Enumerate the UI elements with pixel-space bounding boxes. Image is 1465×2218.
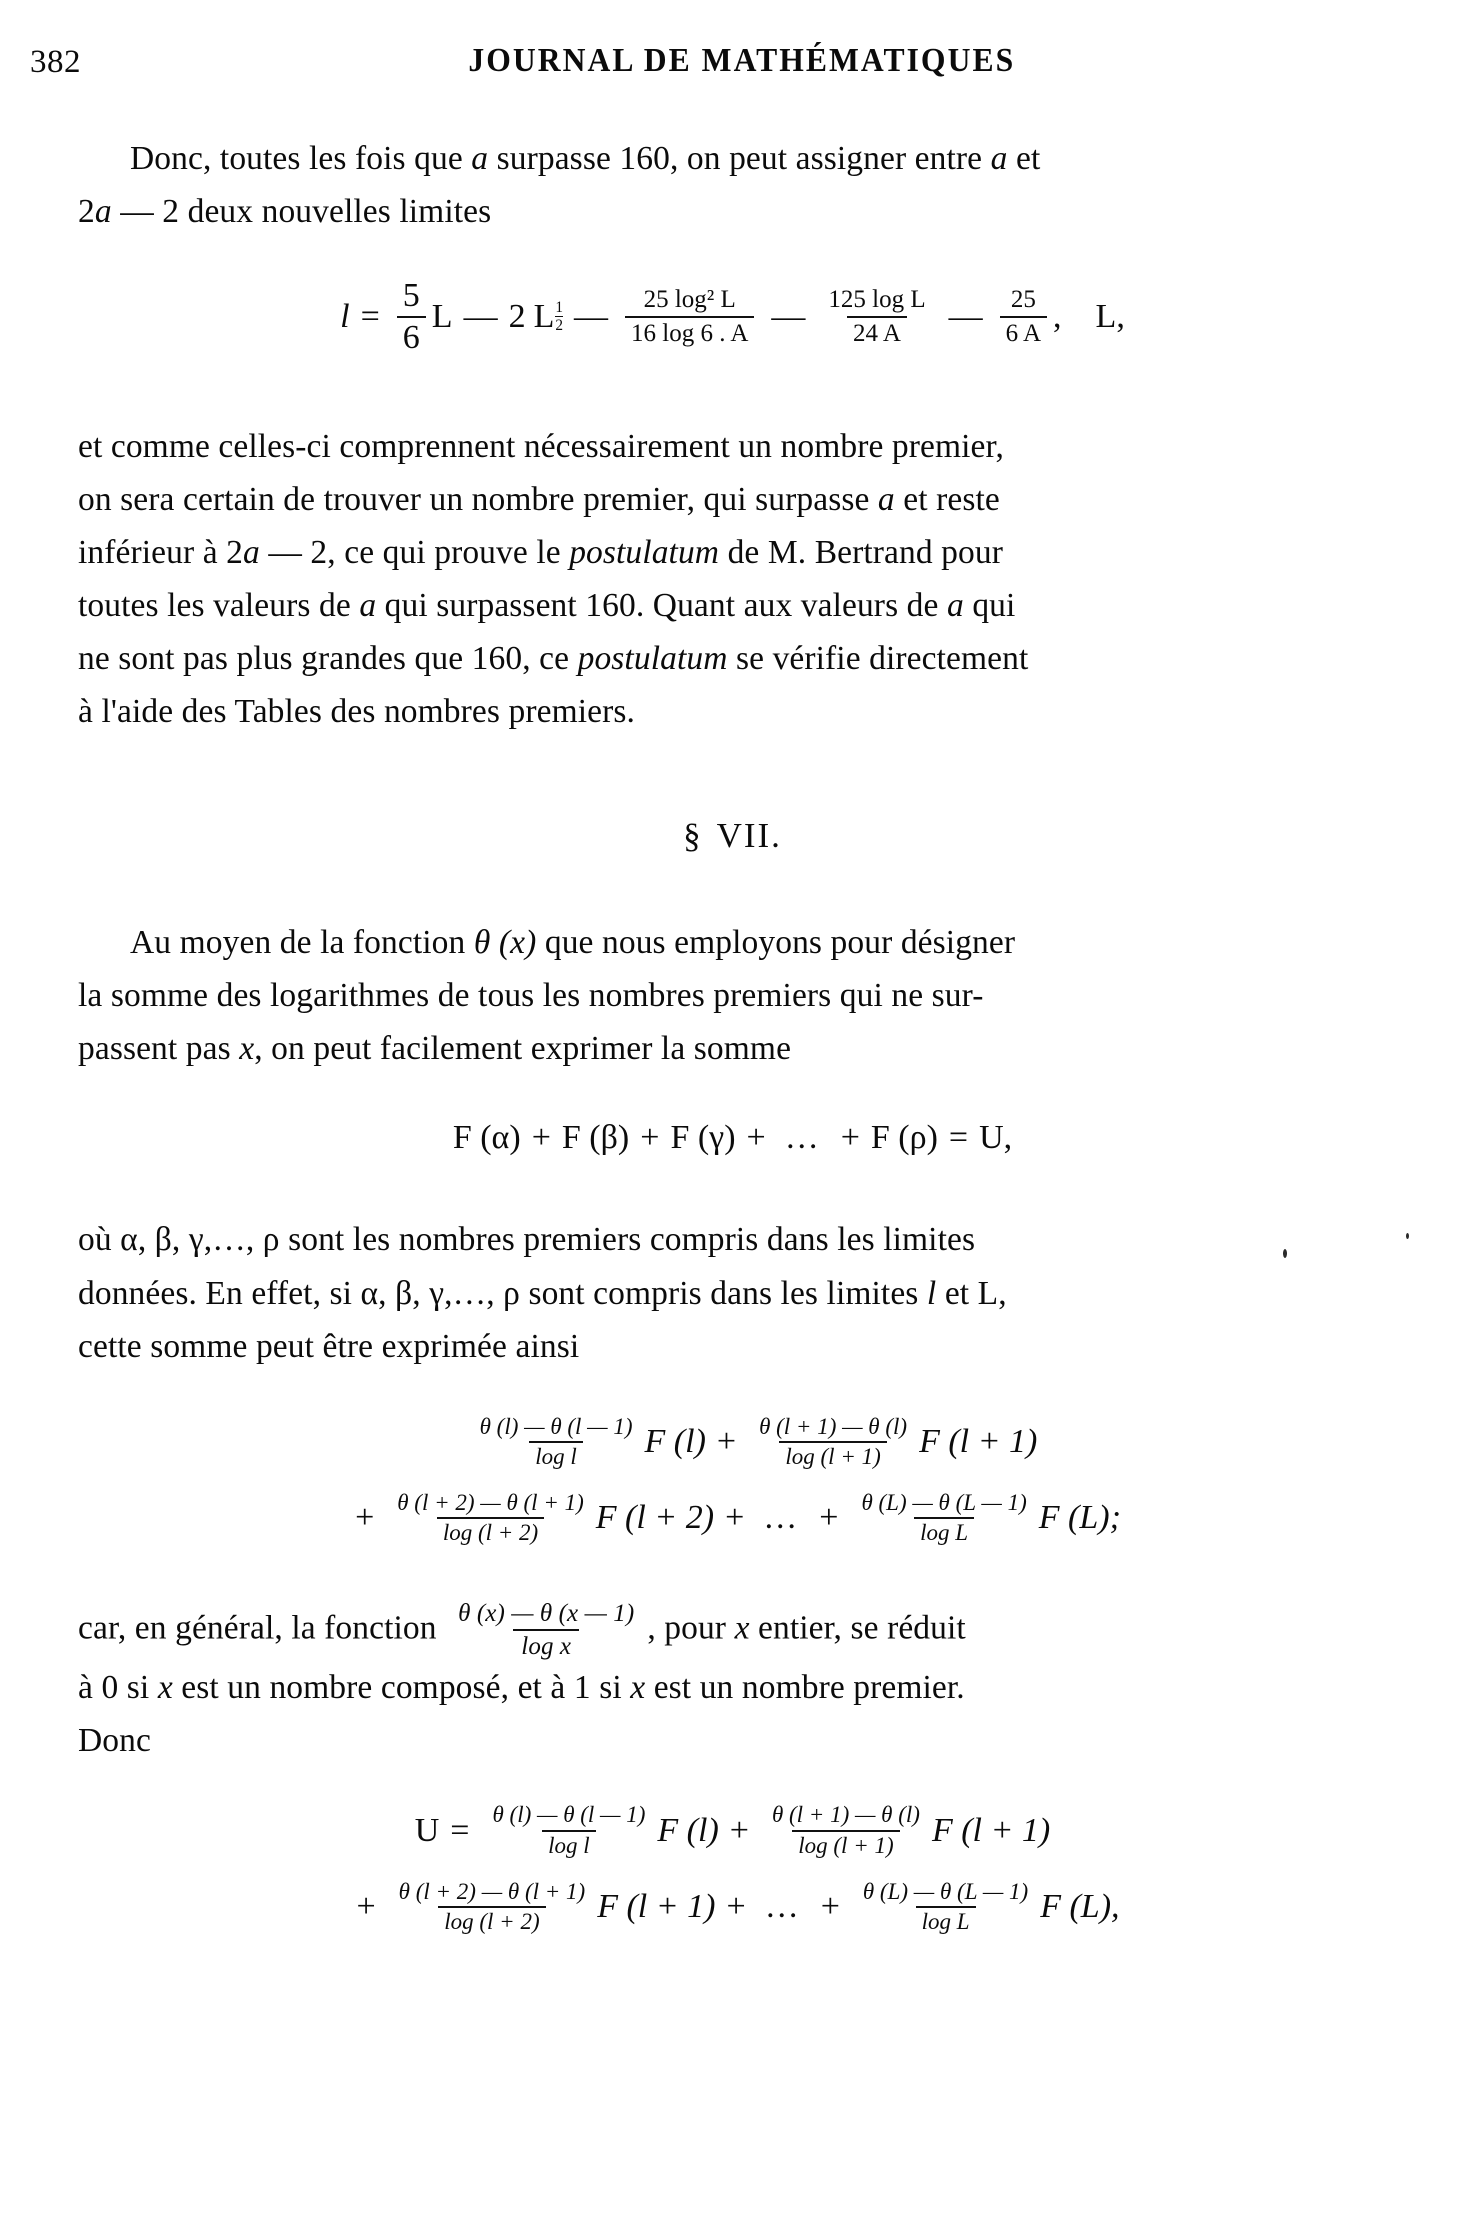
p2-line4c: qui (972, 586, 1016, 624)
inline-fraction-theta-x (450, 1600, 642, 1660)
p3-line3a: passent pas (78, 1030, 231, 1068)
eq1-equals: = (360, 297, 380, 335)
spacer (78, 1858, 1387, 1880)
eq5-f2-den: log (l + 1) (792, 1830, 899, 1858)
p2-line4a: toutes les valeurs de (78, 586, 351, 624)
eq5-plus-3: + (820, 1887, 840, 1925)
eq1-fraction-5-6 (397, 278, 426, 355)
eq3-f3 (391, 1491, 590, 1545)
eq5-f4-mult: F (L), (1040, 1887, 1120, 1925)
eq3-f4 (855, 1491, 1032, 1545)
equation-limit-l (78, 278, 1387, 355)
p3-line3b: , on peut facilement exprimer la somme (254, 1030, 792, 1068)
paragraph-car-en-general (78, 1601, 1387, 1767)
eq1-lhs: l (340, 297, 350, 335)
p5-line3-donc: Donc (78, 1722, 151, 1760)
paragraph-au-moyen (78, 916, 1387, 1075)
eq1-minus-1: — (463, 297, 498, 335)
paragraph-ou-alpha-beta (78, 1213, 1387, 1372)
eq1-f5-num: 25 (1010, 285, 1036, 313)
eq3-f3-num: θ (l + 2) — θ (l + 1) (397, 1489, 584, 1515)
eq5-f2 (766, 1803, 926, 1857)
p1-seg-d-rest: — 2 deux nouvelles limites (120, 193, 492, 231)
eq1-sym-L2: L (533, 297, 555, 335)
eq1-exp-den: 2 (555, 317, 564, 335)
eq2-t2: F (β) (561, 1119, 630, 1157)
eq5-f1-num: θ (l) — θ (l — 1) (492, 1802, 646, 1828)
eq5-f4-den: log L (916, 1906, 976, 1934)
p4-line3: cette somme peut être exprimée ainsi (78, 1327, 580, 1365)
eq1-f3-den: 16 log 6 . A (625, 316, 754, 347)
eq3-f2-den: log (l + 1) (779, 1441, 886, 1469)
eq5-equals: = (450, 1811, 470, 1849)
eq5-f3-mult: F (l + 1) (597, 1887, 716, 1925)
p2-line5b: se vérifie directement (735, 639, 1029, 677)
eq3-f3-den: log (l + 2) (437, 1517, 544, 1545)
eq5-f3-den: log (l + 2) (438, 1906, 545, 1934)
eq5-f2-num: θ (l + 1) — θ (l) (771, 1802, 920, 1828)
eq1-sym-L: L (431, 297, 453, 335)
p5-line2a: à 0 si (78, 1669, 150, 1707)
eq3-f4-mult: F (L); (1038, 1499, 1121, 1537)
eq5-lhs: U (414, 1811, 440, 1849)
page-folio: 382 (30, 44, 81, 80)
eq2-t1: F (α) (452, 1119, 521, 1157)
eq1-fraction-log2 (625, 287, 754, 348)
eq3-plus-1: + (716, 1422, 737, 1460)
p2-postulatum-2: postulatum (577, 639, 728, 677)
eq3-lead-plus: + (355, 1499, 375, 1537)
p5-seg-c: entier, se réduit (758, 1609, 966, 1647)
equation-theta-expansion-line2 (78, 1491, 1387, 1545)
p5-line2b: est un nombre composé, et à 1 si (181, 1669, 622, 1707)
p3-seg-a: Au moyen de la fonction (130, 924, 466, 962)
p2-var-a: a (877, 480, 895, 518)
eq2-plus-2: + (640, 1119, 660, 1157)
spacer (78, 1373, 1387, 1415)
eq5-f2-mult: F (l + 1) (931, 1811, 1051, 1849)
eq1-f4-den: 24 A (847, 316, 907, 347)
p1-seg-c: et (1015, 140, 1041, 177)
p4-line1: où α, β, γ,…, ρ sont les nombres premiers compris dans les limites (78, 1221, 976, 1259)
p3-theta-x: θ (x) (473, 924, 537, 962)
journal-title: JOURNAL DE MATHÉMATIQUES (468, 42, 1016, 79)
p4-line2b: et L, (944, 1274, 1007, 1312)
eq5-f3 (393, 1880, 592, 1934)
p2-var-a2: a (243, 533, 260, 571)
eq1-f4-num: 125 log L (828, 285, 926, 313)
spacer (78, 1157, 1387, 1213)
eq3-f1-num: θ (l) — θ (l — 1) (479, 1413, 633, 1439)
spacer (78, 738, 1387, 816)
spacer (78, 1767, 1387, 1803)
eq5-plus-1: + (729, 1811, 749, 1849)
scan-speck (1283, 1249, 1287, 1258)
eq1-exponent-half (555, 300, 563, 334)
p2-postulatum-1: postulatum (569, 533, 720, 571)
p1-seg-b: surpasse 160, on peut assigner entre (496, 140, 983, 177)
p2-line3c: de M. Bertrand pour (727, 533, 1003, 571)
eq2-plus-3: + (746, 1119, 766, 1157)
p1-seg-a: Donc, toutes les fois que (130, 140, 463, 177)
eq3-f1-den: log l (529, 1441, 583, 1469)
eq3-f4-den: log L (914, 1517, 974, 1545)
p2-line6: à l'aide des Tables des nombres premiers. (78, 693, 635, 731)
eq5-f1 (486, 1803, 651, 1857)
eq2-t3: F (γ) (670, 1119, 736, 1157)
p5-var-x: x (734, 1609, 750, 1647)
p5-seg-a: car, en général, la fonction (78, 1609, 437, 1647)
eq1-fraction-25-6a (1000, 287, 1047, 348)
eq1-fraction-125log (822, 287, 931, 348)
eq5-f3-num: θ (l + 2) — θ (l + 1) (398, 1878, 586, 1904)
eq1-comma: , (1053, 297, 1062, 335)
eq1-tail-L: L, (1095, 297, 1125, 335)
spacer (78, 238, 1387, 278)
p5-var-x3: x (630, 1669, 646, 1707)
equation-U-expansion-line2 (78, 1880, 1387, 1934)
spacer (78, 356, 1387, 420)
spacer (78, 1075, 1387, 1119)
p2-line5a: ne sont pas plus grandes que 160, ce (78, 639, 570, 677)
p5-frac-den: log x (513, 1629, 579, 1660)
p2-line4b: qui surpassent 160. Quant aux valeurs de (384, 586, 939, 624)
eq3-f1 (474, 1415, 639, 1469)
eq5-f1-mult: F (l) (657, 1811, 719, 1849)
eq1-minus-4: — (948, 297, 983, 335)
spacer (78, 1545, 1387, 1601)
scan-speck (1406, 1233, 1409, 1239)
eq3-f4-num: θ (L) — θ (L — 1) (861, 1489, 1027, 1515)
p4-var-l: l (926, 1274, 937, 1312)
eq1-minus-3: — (771, 297, 806, 335)
eq1-f3-num: 25 log² L (643, 285, 736, 313)
paragraph-donc (78, 132, 1387, 238)
running-head (0, 0, 1465, 132)
p5-line2c: est un nombre premier. (653, 1669, 965, 1707)
eq1-coef-2: 2 (508, 297, 526, 335)
eq1-exp-num: 1 (555, 299, 564, 317)
eq1-f5-den: 6 A (1000, 316, 1047, 347)
section-number: VII. (716, 816, 782, 856)
equation-theta-expansion-line1 (78, 1415, 1387, 1469)
eq3-f1-mult: F (l) (644, 1422, 706, 1460)
eq1-num: 5 (402, 277, 420, 315)
p2-var-a4: a (946, 586, 964, 624)
section-mark-icon: § (683, 816, 703, 856)
p2-line2a: on sera certain de trouver un nombre premier, qui surpasse (78, 480, 870, 518)
p1-var-a3: a (94, 193, 112, 231)
spacer (78, 856, 1387, 916)
eq5-f4-num: θ (L) — θ (L — 1) (862, 1878, 1029, 1904)
p4-line2a: données. En effet, si α, β, γ,…, ρ sont compris dans les limites (78, 1274, 919, 1312)
p3-var-x: x (239, 1030, 255, 1068)
p2-line1: et comme celles-ci comprennent nécessairement un nombre premier, (78, 427, 1004, 465)
equation-sum-F (78, 1119, 1387, 1157)
eq5-plus-2: + (726, 1887, 746, 1925)
paragraph-comme-celles-ci (78, 420, 1387, 739)
p2-line3a: inférieur à 2 (78, 533, 243, 571)
eq2-plus-4: + (840, 1119, 860, 1157)
eq2-t4: F (ρ) (870, 1119, 938, 1157)
eq3-f2-num: θ (l + 1) — θ (l) (759, 1413, 908, 1439)
p1-var-a2: a (990, 140, 1008, 177)
eq3-plus-2: + (725, 1499, 745, 1537)
p5-seg-b: , pour (647, 1609, 727, 1647)
eq3-f2 (753, 1415, 913, 1469)
p3-line2: la somme des logarithmes de tous les nombres premiers qui ne sur- (78, 977, 984, 1015)
p2-line2b: et reste (903, 480, 1000, 518)
spacer (78, 1469, 1387, 1491)
eq3-f3-mult: F (l + 2) (595, 1499, 715, 1537)
eq3-ellipsis: … (763, 1499, 801, 1537)
eq3-f2-mult: F (l + 1) (919, 1422, 1038, 1460)
text-column (70, 132, 1395, 1934)
p1-seg-d-num: 2 (78, 193, 95, 231)
eq5-lead-plus: + (356, 1887, 376, 1925)
eq2-rhs: U, (979, 1119, 1013, 1157)
p5-frac-num: θ (x) — θ (x — 1) (458, 1600, 635, 1628)
p5-var-x2: x (157, 1669, 173, 1707)
p2-line3b: — 2, ce qui prouve le (268, 533, 561, 571)
p3-seg-b: que nous employons pour désigner (544, 924, 1016, 962)
section-heading (78, 816, 1387, 856)
p2-var-a3: a (359, 586, 377, 624)
eq1-minus-2: — (574, 297, 609, 335)
equation-U-expansion-line1 (78, 1803, 1387, 1857)
p1-var-a: a (471, 140, 489, 177)
eq2-ellipsis: … (784, 1119, 822, 1157)
eq3-plus-3: + (819, 1499, 839, 1537)
eq1-den: 6 (397, 316, 426, 356)
eq5-f4 (857, 1880, 1034, 1934)
eq5-ellipsis: … (764, 1887, 802, 1925)
eq5-f1-den: log l (542, 1830, 596, 1858)
eq2-equals: = (948, 1119, 969, 1157)
eq2-plus-1: + (531, 1119, 551, 1157)
